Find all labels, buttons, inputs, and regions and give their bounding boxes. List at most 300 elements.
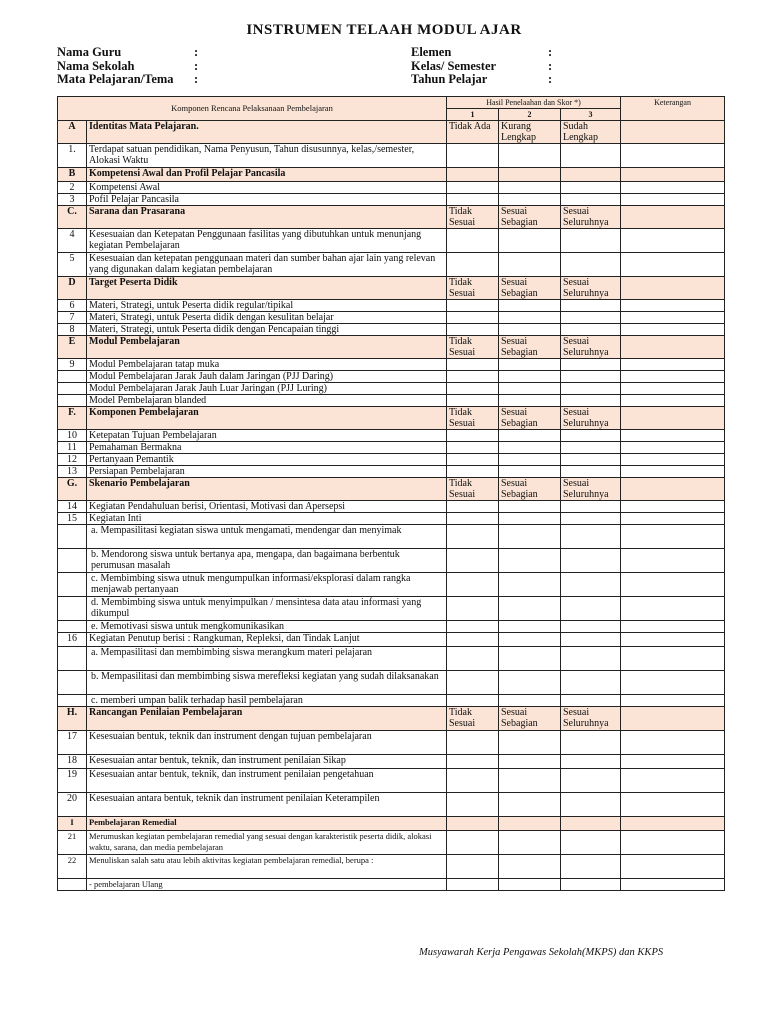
row-text: Pembelajaran Remedial — [87, 817, 447, 831]
row-text: Pemahaman Bermakna — [87, 442, 447, 454]
row-text: Menuliskan salah satu atau lebih aktivitas kegiatan pembelajaran remedial, berupa : — [87, 855, 447, 879]
score-label-2: Sesuai Sebagian — [499, 336, 561, 359]
meta-label: Elemen — [411, 45, 452, 59]
keterangan-cell — [621, 324, 725, 336]
score-label-2: Sesuai Sebagian — [499, 206, 561, 229]
keterangan-cell — [621, 395, 725, 407]
row-text: Rancangan Penilaian Pembelajaran — [87, 707, 447, 731]
keterangan-cell — [621, 817, 725, 831]
keterangan-cell — [621, 633, 725, 647]
score-label-1 — [447, 817, 499, 831]
row-number — [58, 395, 87, 407]
score-cell-1 — [447, 454, 499, 466]
row-number: 19 — [58, 769, 87, 793]
row-number: 15 — [58, 513, 87, 525]
keterangan-cell — [621, 647, 725, 671]
row-text: Kesesuaian antara bentuk, teknik dan instrument penilaian Keterampilen — [87, 793, 447, 817]
score-label-3: Sesuai Seluruhnya — [561, 277, 621, 300]
keterangan-cell — [621, 206, 725, 229]
score-cell-2 — [499, 633, 561, 647]
keterangan-cell — [621, 525, 725, 549]
header-keterangan: Keterangan — [621, 97, 725, 121]
row-number: 12 — [58, 454, 87, 466]
score-cell-2 — [499, 359, 561, 371]
score-cell-3 — [561, 549, 621, 573]
score-label-3: Sesuai Seluruhnya — [561, 336, 621, 359]
row-number: C. — [58, 206, 87, 229]
row-text: d. Membimbing siswa untuk menyimpulkan / mensintesa data atau informasi yang dikumpul — [87, 597, 447, 621]
row-number: 10 — [58, 430, 87, 442]
row-number: 7 — [58, 312, 87, 324]
row-number: 8 — [58, 324, 87, 336]
score-cell-3 — [561, 769, 621, 793]
row-number: E — [58, 336, 87, 359]
table-row — [58, 229, 725, 253]
score-cell-3 — [561, 383, 621, 395]
score-label-1: Tidak Ada — [447, 121, 499, 144]
score-cell-1 — [447, 633, 499, 647]
row-text: Model Pembelajaran blanded — [87, 395, 447, 407]
row-number: I — [58, 817, 87, 831]
row-number: A — [58, 121, 87, 144]
row-number — [58, 647, 87, 671]
row-text: Kesesuaian antar bentuk, teknik, dan instrument penilaian pengetahuan — [87, 769, 447, 793]
keterangan-cell — [621, 731, 725, 755]
row-number — [58, 879, 87, 891]
row-text: Modul Pembelajaran — [87, 336, 447, 359]
table-row — [58, 454, 725, 466]
row-text: Materi, Strategi, untuk Peserta didik dengan kesulitan belajar — [87, 312, 447, 324]
score-cell-2 — [499, 194, 561, 206]
section-row — [58, 707, 725, 731]
score-cell-2 — [499, 793, 561, 817]
row-text: Terdapat satuan pendidikan, Nama Penyusun, Tahun disusunnya, kelas,/semester, Alokasi Waktu — [87, 144, 447, 168]
score-label-3: Sudah Lengkap — [561, 121, 621, 144]
score-label-1: Tidak Sesuai — [447, 707, 499, 731]
score-label-2: Sesuai Sebagian — [499, 478, 561, 501]
table-row — [58, 671, 725, 695]
score-cell-1 — [447, 769, 499, 793]
row-text: a. Mempasilitasi dan membimbing siswa merangkum materi pelajaran — [87, 647, 447, 671]
row-number: 21 — [58, 831, 87, 855]
keterangan-cell — [621, 573, 725, 597]
score-cell-3 — [561, 194, 621, 206]
score-cell-1 — [447, 855, 499, 879]
score-cell-3 — [561, 695, 621, 707]
table-row — [58, 621, 725, 633]
score-cell-1 — [447, 359, 499, 371]
score-cell-3 — [561, 755, 621, 769]
score-cell-1 — [447, 395, 499, 407]
keterangan-cell — [621, 769, 725, 793]
row-text: Kegiatan Inti — [87, 513, 447, 525]
score-cell-3 — [561, 442, 621, 454]
row-text: a. Mempasilitasi kegiatan siswa untuk mengamati, mendengar dan menyimak — [87, 525, 447, 549]
keterangan-cell — [621, 755, 725, 769]
keterangan-cell — [621, 513, 725, 525]
keterangan-cell — [621, 168, 725, 182]
table-row — [58, 312, 725, 324]
score-cell-1 — [447, 383, 499, 395]
score-label-1: Tidak Sesuai — [447, 277, 499, 300]
table-row — [58, 731, 725, 755]
score-label-2 — [499, 168, 561, 182]
row-text: Materi, Strategi, untuk Peserta didik regular/tipikal — [87, 300, 447, 312]
row-text: c. memberi umpan balik terhadap hasil pembelajaran — [87, 695, 447, 707]
score-cell-2 — [499, 182, 561, 194]
score-label-3: Sesuai Seluruhnya — [561, 407, 621, 430]
score-cell-3 — [561, 513, 621, 525]
row-number: 16 — [58, 633, 87, 647]
score-cell-2 — [499, 597, 561, 621]
section-row — [58, 817, 725, 831]
row-text: - pembelajaran Ulang — [87, 879, 447, 891]
row-text: b. Mendorong siswa untuk bertanya apa, mengapa, dan bagaimana berbentuk perumusan masalah — [87, 549, 447, 573]
score-cell-3 — [561, 731, 621, 755]
score-cell-2 — [499, 621, 561, 633]
table-row — [58, 194, 725, 206]
score-cell-3 — [561, 371, 621, 383]
row-number: 4 — [58, 229, 87, 253]
score-label-3 — [561, 817, 621, 831]
score-cell-3 — [561, 501, 621, 513]
score-cell-2 — [499, 300, 561, 312]
row-number — [58, 695, 87, 707]
table-row — [58, 359, 725, 371]
footer-text: Musyawarah Kerja Pengawas Sekolah(MKPS) dan KKPS — [419, 947, 664, 958]
row-text: Kesesuaian antar bentuk, teknik, dan instrument penilaian Sikap — [87, 755, 447, 769]
score-cell-3 — [561, 359, 621, 371]
table-row — [58, 647, 725, 671]
document-title: INSTRUMEN TELAAH MODUL AJAR — [246, 22, 522, 38]
row-number — [58, 621, 87, 633]
score-cell-2 — [499, 395, 561, 407]
score-cell-3 — [561, 466, 621, 478]
row-number: 9 — [58, 359, 87, 371]
row-number: 14 — [58, 501, 87, 513]
row-number — [58, 525, 87, 549]
score-cell-1 — [447, 144, 499, 168]
row-text: Kesesuaian dan Ketepatan Penggunaan fasilitas yang dibutuhkan untuk menunjang kegiatan Pembelajaran — [87, 229, 447, 253]
table-row — [58, 831, 725, 855]
header-score-2: 2 — [499, 109, 561, 121]
score-cell-2 — [499, 144, 561, 168]
score-label-2: Sesuai Sebagian — [499, 277, 561, 300]
meta-sep: : — [194, 58, 199, 73]
score-cell-1 — [447, 647, 499, 671]
keterangan-cell — [621, 336, 725, 359]
score-cell-1 — [447, 621, 499, 633]
row-text: Kompetensi Awal — [87, 182, 447, 194]
keterangan-cell — [621, 466, 725, 478]
meta-label: Kelas/ Semester — [411, 58, 497, 73]
row-text: Target Peserta Didik — [87, 277, 447, 300]
table-row — [58, 597, 725, 621]
table-row — [58, 633, 725, 647]
keterangan-cell — [621, 442, 725, 454]
score-cell-3 — [561, 144, 621, 168]
table-row — [58, 793, 725, 817]
score-cell-3 — [561, 633, 621, 647]
header-hasil: Hasil Penelaahan dan Skor *) — [447, 97, 621, 109]
score-label-1 — [447, 168, 499, 182]
row-text: Skenario Pembelajaran — [87, 478, 447, 501]
row-number: 20 — [58, 793, 87, 817]
score-cell-1 — [447, 793, 499, 817]
score-cell-2 — [499, 430, 561, 442]
meta-label: Tahun Pelajar — [411, 72, 488, 86]
section-row — [58, 336, 725, 359]
section-row — [58, 121, 725, 144]
row-text: Kegiatan Penutup berisi : Rangkuman, Repleksi, dan Tindak Lanjut — [87, 633, 447, 647]
keterangan-cell — [621, 454, 725, 466]
header-score-1: 1 — [447, 109, 499, 121]
section-row — [58, 478, 725, 501]
score-cell-2 — [499, 229, 561, 253]
score-cell-2 — [499, 442, 561, 454]
score-cell-2 — [499, 501, 561, 513]
score-cell-3 — [561, 647, 621, 671]
keterangan-cell — [621, 831, 725, 855]
score-cell-3 — [561, 454, 621, 466]
table-row — [58, 371, 725, 383]
score-label-2: Sesuai Sebagian — [499, 707, 561, 731]
keterangan-cell — [621, 793, 725, 817]
keterangan-cell — [621, 121, 725, 144]
score-cell-3 — [561, 182, 621, 194]
row-text: Kompetensi Awal dan Profil Pelajar Pancasila — [87, 168, 447, 182]
keterangan-cell — [621, 707, 725, 731]
row-text: Pofil Pelajar Pancasila — [87, 194, 447, 206]
header-score-3: 3 — [561, 109, 621, 121]
row-number: D — [58, 277, 87, 300]
row-number: G. — [58, 478, 87, 501]
score-cell-3 — [561, 312, 621, 324]
row-number: H. — [58, 707, 87, 731]
keterangan-cell — [621, 671, 725, 695]
score-cell-2 — [499, 371, 561, 383]
meta-right — [411, 46, 552, 87]
score-label-2: Kurang Lengkap — [499, 121, 561, 144]
keterangan-cell — [621, 407, 725, 430]
row-text: Modul Pembelajaran Jarak Jauh dalam Jaringan (PJJ Daring) — [87, 371, 447, 383]
row-number: 1. — [58, 144, 87, 168]
row-number — [58, 671, 87, 695]
score-cell-1 — [447, 300, 499, 312]
meta-label: Nama Guru — [57, 45, 122, 59]
score-cell-1 — [447, 229, 499, 253]
score-cell-2 — [499, 755, 561, 769]
keterangan-cell — [621, 277, 725, 300]
keterangan-cell — [621, 695, 725, 707]
score-cell-2 — [499, 573, 561, 597]
score-cell-3 — [561, 879, 621, 891]
score-label-1: Tidak Sesuai — [447, 336, 499, 359]
score-label-2: Sesuai Sebagian — [499, 407, 561, 430]
score-cell-3 — [561, 831, 621, 855]
meta-sep: : — [548, 58, 553, 73]
table-row — [58, 430, 725, 442]
score-cell-3 — [561, 793, 621, 817]
score-cell-1 — [447, 755, 499, 769]
score-cell-1 — [447, 312, 499, 324]
row-text: Kesesuaian bentuk, teknik dan instrument dengan tujuan pembelajaran — [87, 731, 447, 755]
score-cell-3 — [561, 430, 621, 442]
score-cell-2 — [499, 879, 561, 891]
score-label-3 — [561, 168, 621, 182]
score-label-1: Tidak Sesuai — [447, 407, 499, 430]
row-text: Persiapan Pembelajaran — [87, 466, 447, 478]
score-cell-2 — [499, 549, 561, 573]
meta-sep: : — [194, 72, 199, 86]
row-number: 2 — [58, 182, 87, 194]
score-cell-1 — [447, 324, 499, 336]
score-cell-1 — [447, 194, 499, 206]
keterangan-cell — [621, 549, 725, 573]
row-number: 13 — [58, 466, 87, 478]
row-text: Merumuskan kegiatan pembelajaran remedial yang sesuai dengan karakteristik peserta didik, alokasi waktu, sarana, dan media pembelajaran — [87, 831, 447, 855]
table-row — [58, 383, 725, 395]
keterangan-cell — [621, 194, 725, 206]
table-row — [58, 253, 725, 277]
meta-left — [57, 46, 198, 87]
score-label-2 — [499, 817, 561, 831]
table-row — [58, 549, 725, 573]
score-cell-2 — [499, 731, 561, 755]
score-label-1: Tidak Sesuai — [447, 478, 499, 501]
row-text: Ketepatan Tujuan Pembelajaran — [87, 430, 447, 442]
score-cell-3 — [561, 621, 621, 633]
table-row — [58, 442, 725, 454]
score-cell-1 — [447, 573, 499, 597]
score-label-3: Sesuai Seluruhnya — [561, 478, 621, 501]
score-cell-1 — [447, 182, 499, 194]
keterangan-cell — [621, 182, 725, 194]
row-number: 17 — [58, 731, 87, 755]
keterangan-cell — [621, 501, 725, 513]
score-cell-3 — [561, 324, 621, 336]
score-cell-2 — [499, 671, 561, 695]
section-row — [58, 168, 725, 182]
score-cell-3 — [561, 253, 621, 277]
row-number — [58, 383, 87, 395]
table-row — [58, 695, 725, 707]
score-cell-1 — [447, 549, 499, 573]
score-cell-2 — [499, 312, 561, 324]
meta-label: Mata Pelajaran/Tema — [57, 72, 174, 86]
table-row — [58, 501, 725, 513]
score-cell-1 — [447, 525, 499, 549]
row-number: B — [58, 168, 87, 182]
score-cell-3 — [561, 671, 621, 695]
score-cell-1 — [447, 501, 499, 513]
row-text: c. Membimbing siswa utnuk mengumpulkan informasi/eksplorasi dalam rangka menjawab pertanyaan — [87, 573, 447, 597]
table-row — [58, 395, 725, 407]
row-text: e. Memotivasi siswa untuk mengkomunikasikan — [87, 621, 447, 633]
meta-sep: : — [194, 45, 199, 59]
keterangan-cell — [621, 383, 725, 395]
keterangan-cell — [621, 597, 725, 621]
keterangan-cell — [621, 371, 725, 383]
keterangan-cell — [621, 430, 725, 442]
score-cell-3 — [561, 300, 621, 312]
table-row — [58, 755, 725, 769]
score-cell-2 — [499, 383, 561, 395]
row-text: Identitas Mata Pelajaran. — [87, 121, 447, 144]
score-cell-3 — [561, 229, 621, 253]
score-cell-2 — [499, 253, 561, 277]
row-text: Kegiatan Pendahuluan berisi, Orientasi, Motivasi dan Apersepsi — [87, 501, 447, 513]
row-number: 5 — [58, 253, 87, 277]
section-row — [58, 407, 725, 430]
score-label-3: Sesuai Seluruhnya — [561, 206, 621, 229]
keterangan-cell — [621, 229, 725, 253]
keterangan-cell — [621, 300, 725, 312]
row-number: 6 — [58, 300, 87, 312]
table-row — [58, 144, 725, 168]
score-cell-1 — [447, 597, 499, 621]
score-cell-3 — [561, 395, 621, 407]
row-number — [58, 371, 87, 383]
table-row — [58, 573, 725, 597]
score-cell-3 — [561, 573, 621, 597]
row-number: 22 — [58, 855, 87, 879]
score-cell-1 — [447, 831, 499, 855]
meta-label: Nama Sekolah — [57, 58, 135, 73]
table-row — [58, 769, 725, 793]
score-cell-3 — [561, 855, 621, 879]
score-cell-2 — [499, 695, 561, 707]
row-number: 3 — [58, 194, 87, 206]
row-number: 11 — [58, 442, 87, 454]
keterangan-cell — [621, 478, 725, 501]
row-number — [58, 573, 87, 597]
score-cell-1 — [447, 731, 499, 755]
header-komponen: Komponen Rencana Pelaksanaan Pembelajaran — [58, 97, 447, 121]
table-row — [58, 466, 725, 478]
score-cell-3 — [561, 525, 621, 549]
score-cell-2 — [499, 513, 561, 525]
score-cell-2 — [499, 454, 561, 466]
table-row — [58, 324, 725, 336]
review-table — [57, 96, 725, 891]
score-cell-1 — [447, 671, 499, 695]
section-row — [58, 206, 725, 229]
row-text: Kesesuaian dan ketepatan penggunaan materi dan sumber bahan ajar lain yang relevan yang digunakan dalam kegiatan pembelajaran — [87, 253, 447, 277]
table-row — [58, 879, 725, 891]
row-text: Sarana dan Prasarana — [87, 206, 447, 229]
score-cell-1 — [447, 466, 499, 478]
score-cell-1 — [447, 253, 499, 277]
row-number — [58, 597, 87, 621]
row-number: 18 — [58, 755, 87, 769]
score-cell-2 — [499, 324, 561, 336]
keterangan-cell — [621, 312, 725, 324]
keterangan-cell — [621, 855, 725, 879]
keterangan-cell — [621, 621, 725, 633]
score-cell-1 — [447, 879, 499, 891]
row-number — [58, 549, 87, 573]
table-row — [58, 525, 725, 549]
table-row — [58, 182, 725, 194]
row-text: Komponen Pembelajaran — [87, 407, 447, 430]
score-cell-2 — [499, 525, 561, 549]
score-cell-1 — [447, 695, 499, 707]
score-cell-2 — [499, 769, 561, 793]
keterangan-cell — [621, 144, 725, 168]
table-row — [58, 300, 725, 312]
score-cell-1 — [447, 513, 499, 525]
